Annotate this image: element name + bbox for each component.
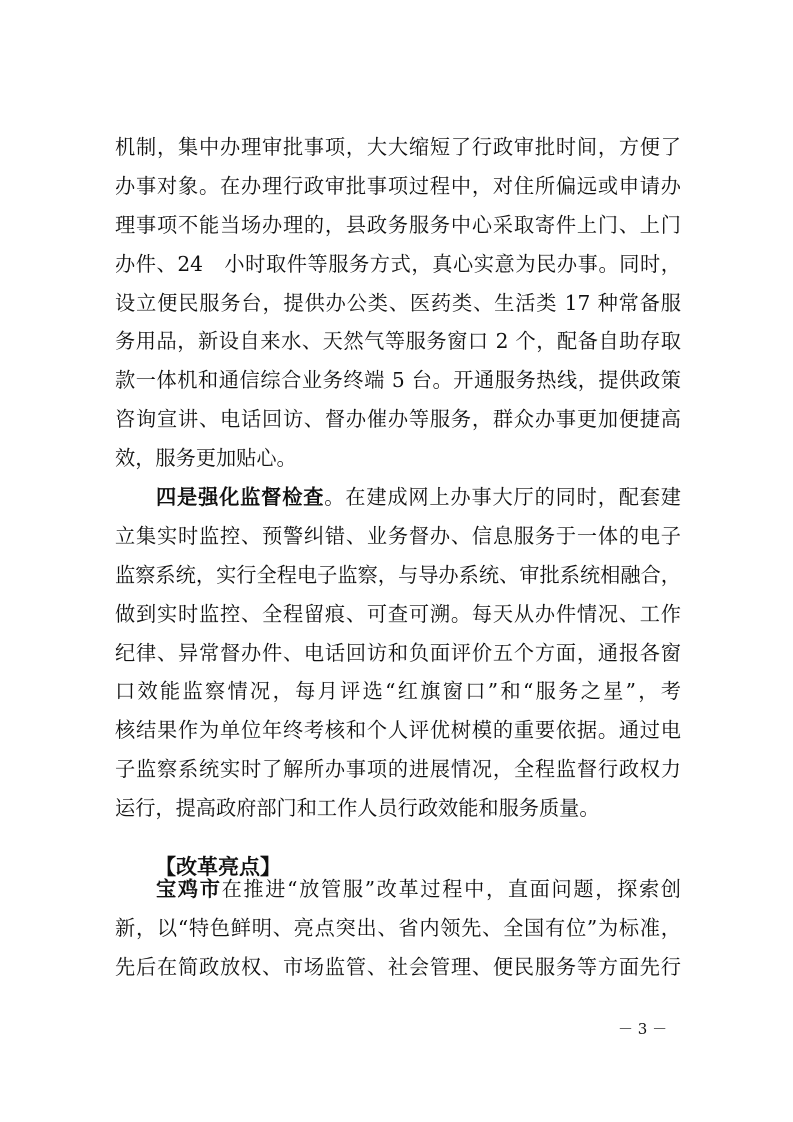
- text-line: 理事项不能当场办理的，县政务服务中心采取寄件上门、上门: [115, 212, 681, 237]
- text-line: 纪律、异常督办件、电话回访和负面评价五个方面，通报各窗: [115, 640, 681, 665]
- text-line: 口效能监察情况，每月评选“红旗窗口”和“服务之星”，考: [115, 679, 681, 704]
- paragraph-service-measures: [115, 128, 681, 478]
- section-heading: 【改革亮点】: [155, 855, 281, 879]
- paragraph-lead-title: 四是强化监督检查: [156, 485, 325, 509]
- text-line: 做到实时监控、全程留痕、可查可溯。每天从办件情况、工作: [115, 601, 681, 626]
- text-line: 办件、24 小时取件等服务方式，真心实意为民办事。同时，: [115, 251, 681, 276]
- paragraph-lead-rest: 在推进“放管服”改革过程中，直面问题，探索创: [221, 877, 681, 901]
- text-line: 务用品，新设自来水、天然气等服务窗口 2 个，配备自助存取: [115, 329, 681, 354]
- text-line: 咨询宣讲、电话回访、督办催办等服务，群众办事更加便捷高: [115, 407, 681, 432]
- text-line: 核结果作为单位年终考核和个人评优树模的重要依据。通过电: [115, 718, 681, 743]
- page-number: － 3 －: [618, 1020, 668, 1038]
- text-line: 设立便民服务台，提供办公类、医药类、生活类 17 种常备服: [115, 290, 681, 315]
- text-line: 机制，集中办理审批事项，大大缩短了行政审批时间，方便了: [115, 135, 681, 159]
- text-line: 效，服务更加贴心。: [115, 446, 297, 471]
- text-line: 办事对象。在办理行政审批事项过程中，对住所偏远或申请办: [115, 173, 681, 198]
- text-line: 子监察系统实时了解所办事项的进展情况，全程监督行政权力: [115, 757, 681, 782]
- text-line: 运行，提高政府部门和工作人员行政效能和服务质量。: [115, 796, 600, 821]
- text-line-first: [115, 478, 681, 517]
- text-line: 立集实时监控、预警纠错、业务督办、信息服务于一体的电子: [115, 523, 681, 548]
- text-line: 先后在简政放权、市场监管、社会管理、便民服务等方面先行: [115, 954, 681, 979]
- paragraph-lead-title: 宝鸡市: [156, 877, 222, 901]
- paragraph-lead-rest: 。在建成网上办事大厅的同时，配套建: [324, 485, 681, 509]
- paragraph-baoji: [115, 870, 681, 987]
- text-line: 监察系统，实行全程电子监察，与导办系统、审批系统相融合，: [115, 562, 681, 587]
- text-line-first: [115, 870, 681, 909]
- paragraph-supervision: [115, 478, 681, 828]
- text-line: 新，以“特色鲜明、亮点突出、省内领先、全国有位”为标准，: [115, 915, 681, 940]
- text-line: 款一体机和通信综合业务终端 5 台。开通服务热线，提供政策: [115, 368, 681, 393]
